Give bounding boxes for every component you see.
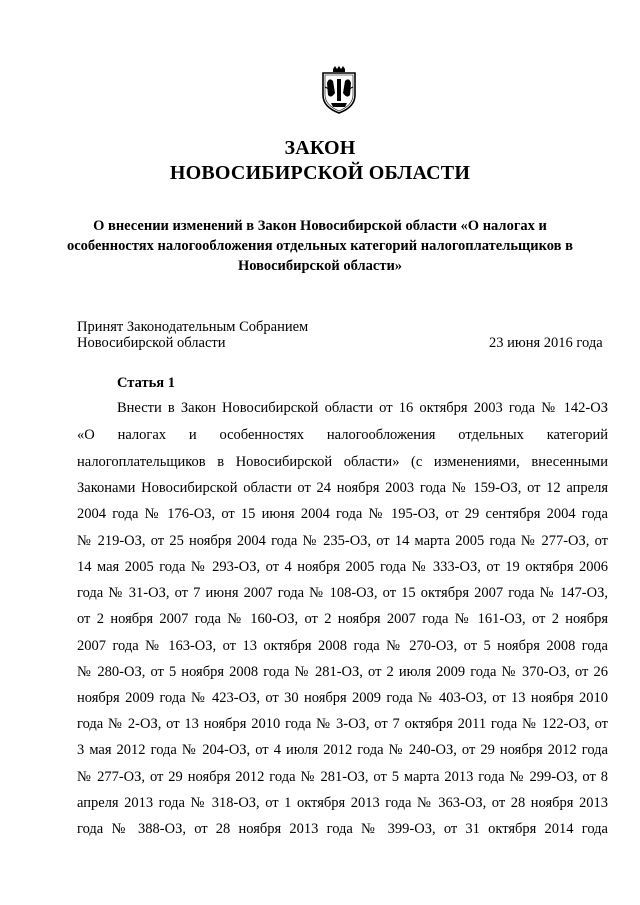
body-text-line: № 280-ОЗ, от 5 ноября 2008 года № 281-ОЗ, от 2 июля 2009 года № 370-ОЗ, от 26 xyxy=(77,664,608,680)
body-text-line: апреля 2013 года № 318-ОЗ, от 1 октября 2013 года № 363-ОЗ, от 28 ноября 2013 xyxy=(77,795,608,811)
body-text-line: налогоплательщиков в Новосибирской области» (с изменениями, внесенными xyxy=(77,454,608,470)
law-title-line1: ЗАКОН xyxy=(284,137,356,159)
subtitle-line: О внесении изменений в Закон Новосибирской области «О налогах и xyxy=(93,218,547,234)
body-text-line: 3 мая 2012 года № 204-ОЗ, от 4 июля 2012 года № 240-ОЗ, от 29 ноября 2012 года xyxy=(77,742,608,758)
adopted-by-line2: Новосибирской области xyxy=(77,335,226,351)
body-text-line: года № 31-ОЗ, от 7 июня 2007 года № 108-ОЗ, от 15 октября 2007 года № 147-ОЗ, xyxy=(77,585,608,601)
body-text-line: Законами Новосибирской области от 24 ноября 2003 года № 159-ОЗ, от 12 апреля xyxy=(77,480,608,496)
body-text-line: года № 388-ОЗ, от 28 ноября 2013 года № 399-ОЗ, от 31 октября 2014 года xyxy=(77,821,608,837)
article-heading: Статья 1 xyxy=(117,375,175,391)
body-text-line: от 2 ноября 2007 года № 160-ОЗ, от 2 ноября 2007 года № 161-ОЗ, от 2 ноября xyxy=(77,611,608,627)
body-text-line: «О налогах и особенностях налогообложения отдельных категорий xyxy=(77,427,608,443)
body-text-line: ноября 2009 года № 423-ОЗ, от 30 ноября 2009 года № 403-ОЗ, от 13 ноября 2010 xyxy=(77,690,608,706)
body-text-line: № 219-ОЗ, от 25 ноября 2004 года № 235-ОЗ, от 14 марта 2005 года № 277-ОЗ, от xyxy=(77,533,608,549)
body-text-line: 2007 года № 163-ОЗ, от 13 октября 2008 года № 270-ОЗ, от 5 ноября 2008 года xyxy=(77,638,608,654)
body-text-line: 14 мая 2005 года № 293-ОЗ, от 4 ноября 2005 года № 333-ОЗ, от 19 октября 2006 xyxy=(77,559,608,575)
body-text-line: года № 2-ОЗ, от 13 ноября 2010 года № 3-ОЗ, от 7 октября 2011 года № 122-ОЗ, от xyxy=(77,716,608,732)
subtitle-line: Новосибирской области» xyxy=(237,258,403,274)
body-text-line: 2004 года № 176-ОЗ, от 15 июня 2004 года № 195-ОЗ, от 29 сентября 2004 года xyxy=(77,506,608,522)
adopted-by-line1: Принят Законодательным Собранием xyxy=(77,319,309,335)
law-title-line2: НОВОСИБИРСКОЙ ОБЛАСТИ xyxy=(169,162,471,184)
subtitle-line: особенностях налогообложения отдельных категорий налогоплательщиков в xyxy=(67,238,573,254)
coat-of-arms-icon xyxy=(317,65,361,115)
body-text-line: № 277-ОЗ, от 29 ноября 2012 года № 281-ОЗ, от 5 марта 2013 года № 299-ОЗ, от 8 xyxy=(77,769,608,785)
adopted-date: 23 июня 2016 года xyxy=(489,335,603,351)
body-text-line: Внести в Закон Новосибирской области от 16 октября 2003 года № 142-ОЗ xyxy=(117,400,608,416)
